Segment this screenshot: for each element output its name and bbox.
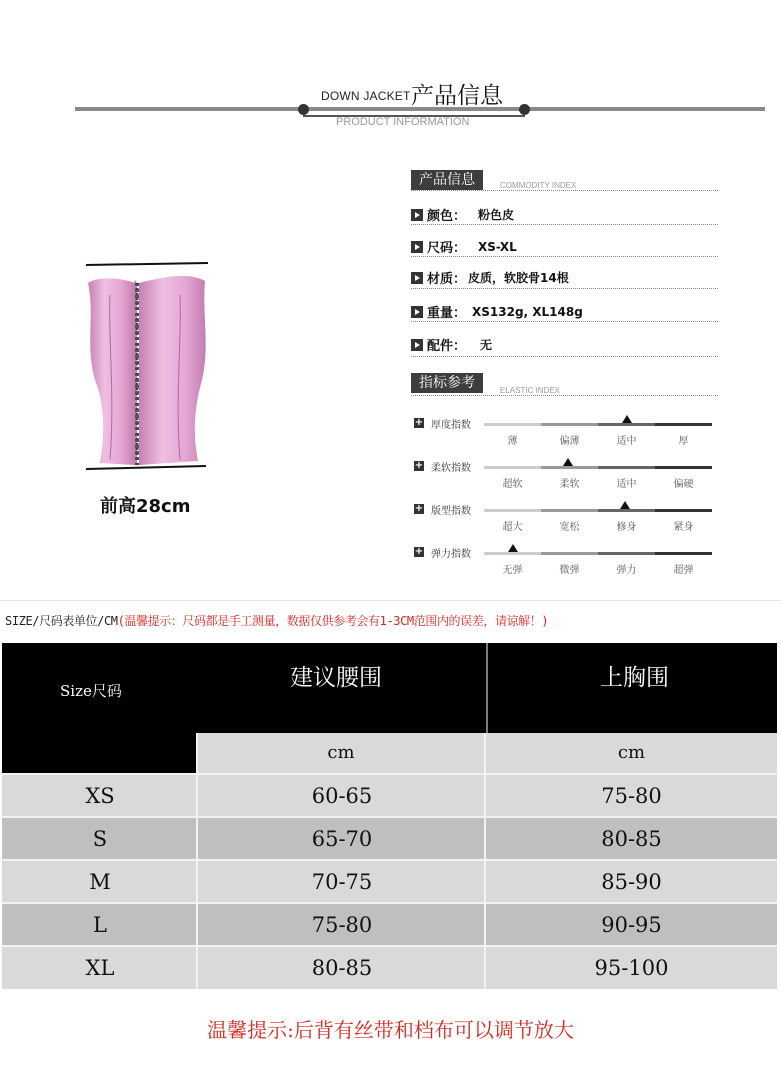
index-tick: 修身	[616, 522, 637, 533]
cell-bust: 90-95	[601, 913, 662, 937]
unit-row-blank	[2, 733, 198, 773]
plus-icon: +	[414, 503, 424, 514]
info-label: 颜色：	[427, 209, 467, 224]
bullet-icon	[411, 209, 423, 221]
bullet-icon	[411, 339, 423, 351]
table-row	[2, 947, 777, 989]
bullet-icon	[411, 241, 423, 253]
index-ticks	[484, 432, 712, 447]
cell-bust: 75-80	[601, 784, 662, 808]
size-notice-prefix: SIZE/尺码表单位/CM	[5, 614, 118, 628]
bottom-tip: 温馨提示:后背有丝带和档布可以调节放大	[207, 1018, 574, 1042]
section-divider	[0, 600, 781, 601]
unit-bust: cm	[486, 733, 777, 773]
index-tick: 宽松	[559, 522, 580, 533]
index-tick: 无弹	[502, 565, 523, 576]
cell-waist: 80-85	[311, 956, 373, 980]
index-tick: 超弹	[673, 565, 694, 576]
index-tick: 柔软	[559, 479, 580, 490]
info-label: 尺码：	[427, 241, 467, 256]
info-label: 重量：	[427, 306, 467, 321]
table-separator	[2, 945, 777, 947]
unit-waist: cm	[198, 733, 484, 773]
table-separator	[2, 902, 777, 904]
index-tick: 厚	[678, 436, 689, 447]
divider	[411, 356, 718, 357]
index-thickness	[414, 418, 714, 458]
table-separator	[2, 773, 777, 775]
index-bar	[484, 423, 712, 426]
table-row	[2, 818, 777, 860]
commodity-title: 产品信息	[411, 170, 483, 190]
header-title-cn: 产品信息	[411, 83, 503, 109]
divider	[411, 395, 718, 396]
index-fit	[414, 504, 714, 544]
info-value: 皮质，软胶骨14根	[468, 271, 569, 285]
index-tick: 适中	[616, 479, 637, 490]
index-marker-icon	[622, 415, 632, 423]
info-label: 配件：	[427, 339, 467, 354]
index-tick: 超大	[502, 522, 523, 533]
elastic-title: 指标参考	[411, 373, 483, 393]
index-marker-icon	[563, 458, 573, 466]
cell-size: S	[92, 827, 108, 851]
front-height-label: 前高28cm	[100, 496, 191, 517]
divider	[411, 321, 718, 322]
info-value: XS-XL	[478, 239, 517, 254]
header-rule-left-dot	[298, 104, 309, 115]
index-label: 版型指数	[431, 506, 471, 517]
index-tick: 偏硬	[673, 479, 694, 490]
index-tick: 微弹	[559, 565, 580, 576]
index-softness	[414, 461, 714, 501]
bullet-icon	[411, 272, 423, 284]
table-row	[2, 775, 777, 817]
index-elasticity	[414, 547, 714, 587]
cell-bust: 85-90	[601, 870, 662, 894]
index-ticks	[484, 518, 712, 533]
divider	[411, 190, 718, 191]
index-ticks	[484, 475, 712, 490]
cell-bust: 95-100	[594, 956, 669, 980]
info-value: XS132g, XL148g	[472, 304, 583, 319]
product-corset-image	[80, 255, 220, 475]
header-waist: 建议腰围	[290, 665, 382, 691]
info-row-material	[411, 268, 569, 287]
cell-bust: 80-85	[601, 827, 662, 851]
index-marker-icon	[508, 544, 518, 552]
info-row-size	[411, 237, 517, 256]
cell-size: XL	[85, 956, 115, 980]
cell-size: XS	[85, 784, 115, 808]
commodity-title-en: COMMODITY INDEX	[500, 181, 577, 190]
cell-waist: 65-70	[311, 827, 373, 851]
index-ticks	[484, 561, 712, 576]
cell-waist: 70-75	[311, 870, 373, 894]
info-row-weight	[411, 302, 583, 321]
index-tick: 超软	[502, 479, 523, 490]
index-tick: 适中	[616, 436, 637, 447]
size-notice	[5, 612, 548, 629]
plus-icon: +	[414, 460, 424, 471]
table-separator	[2, 859, 777, 861]
header-subtitle: PRODUCT INFORMATION	[336, 116, 470, 128]
header-bust: 上胸围	[600, 665, 669, 691]
table-separator	[2, 816, 777, 818]
plus-icon: +	[414, 417, 424, 428]
divider	[411, 224, 718, 225]
elastic-title-en: ELASTIC INDEX	[500, 386, 561, 395]
header-separator	[486, 643, 488, 733]
cell-size: M	[89, 870, 111, 894]
size-notice-warning: (温馨提示：尺码都是手工测量，数据仅供参考会有1-3CM范围内的误差，请谅解！)	[117, 614, 549, 628]
table-separator	[196, 733, 198, 989]
index-label: 柔软指数	[431, 463, 471, 474]
plus-icon: +	[414, 546, 424, 557]
cell-waist: 75-80	[311, 913, 373, 937]
header-rule-right-dot	[519, 104, 530, 115]
divider	[411, 256, 718, 257]
info-row-color	[411, 205, 514, 224]
cell-size: L	[93, 913, 107, 937]
index-bar	[484, 509, 712, 512]
cell-waist: 60-65	[311, 784, 373, 808]
index-marker-icon	[620, 501, 630, 509]
info-value: 无	[480, 338, 493, 352]
index-tick: 紧身	[673, 522, 694, 533]
table-row	[2, 904, 777, 946]
bullet-icon	[411, 306, 423, 318]
divider	[411, 288, 718, 289]
index-bar	[484, 552, 712, 555]
header-size: Size尺码	[60, 682, 122, 700]
table-separator	[484, 733, 486, 989]
index-tick: 弹力	[616, 565, 637, 576]
table-row	[2, 861, 777, 903]
index-tick: 偏薄	[559, 436, 580, 447]
index-label: 厚度指数	[431, 420, 471, 431]
index-tick: 薄	[507, 436, 518, 447]
index-bar	[484, 466, 712, 469]
header-title-en: DOWN JACKET	[321, 89, 411, 103]
index-label: 弹力指数	[431, 549, 471, 560]
info-label: 材质：	[427, 272, 467, 287]
info-row-accessories	[411, 335, 492, 354]
info-value: 粉色皮	[478, 208, 515, 222]
